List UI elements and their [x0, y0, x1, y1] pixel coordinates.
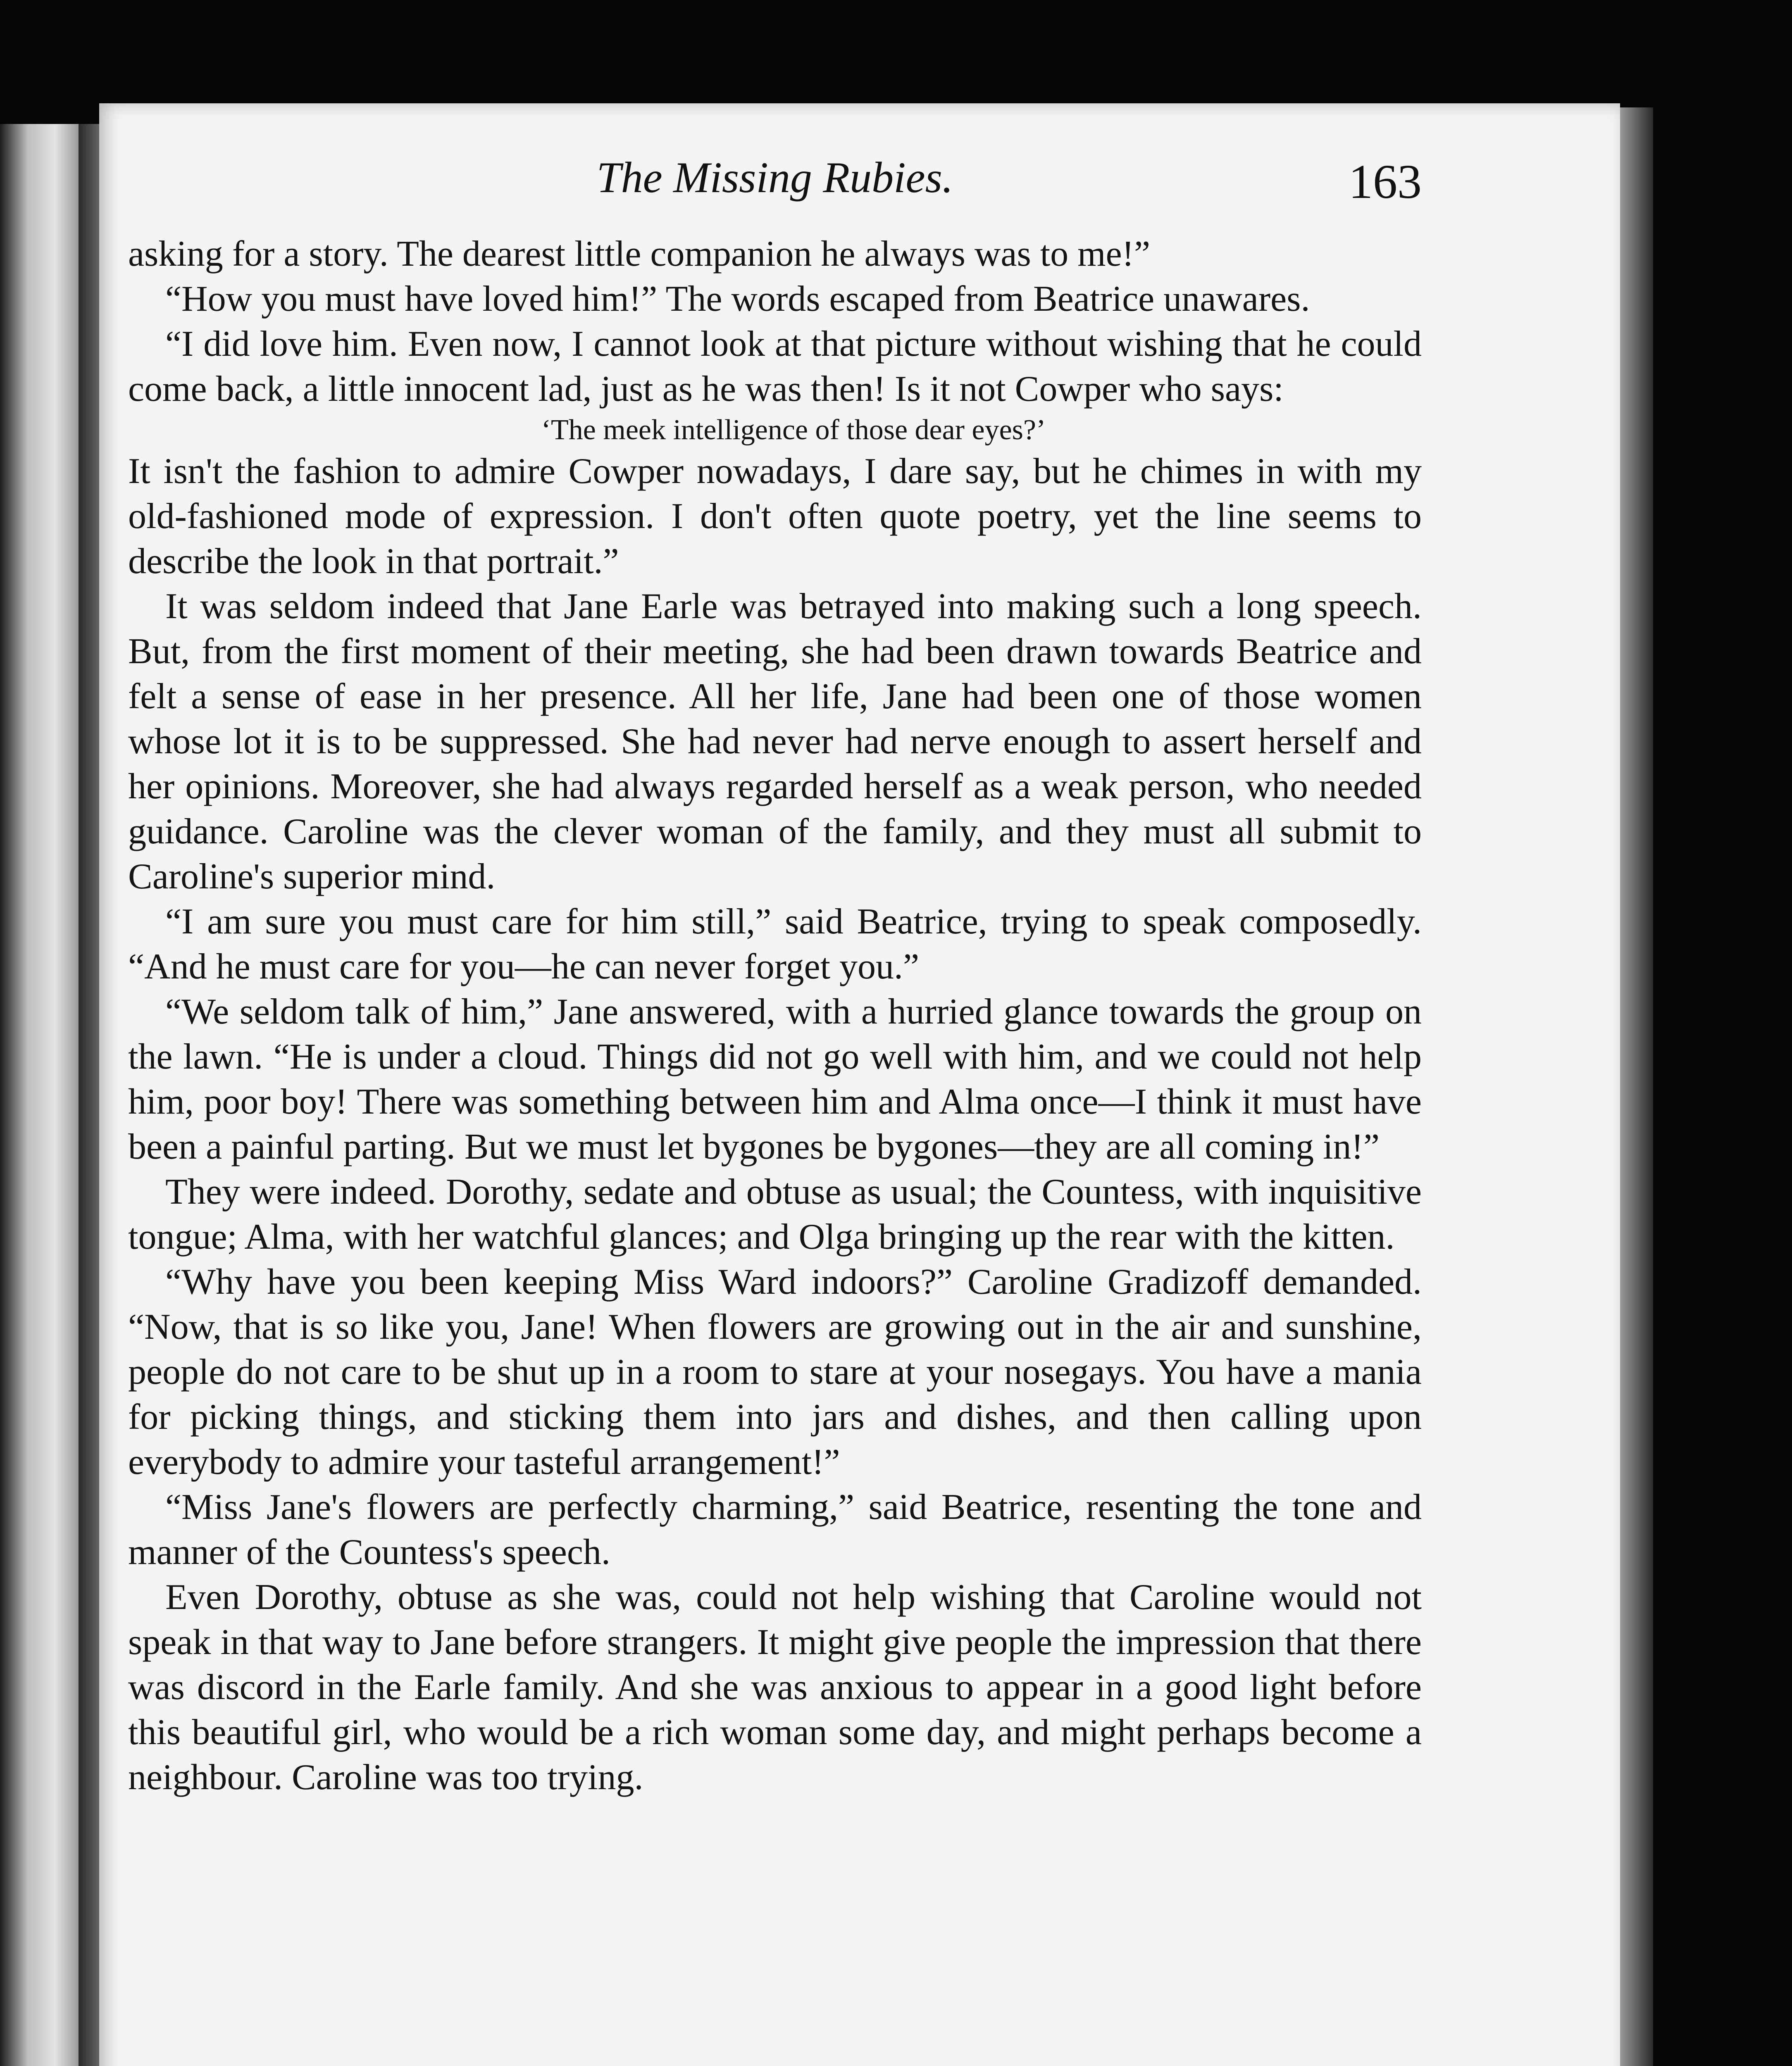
paragraph-6: “I am sure you must care for him still,” said Beatrice, trying to speak composedly. “And he must care for you—he can never forget you.”: [128, 902, 1422, 987]
paragraph-11: Even Dorothy, obtuse as she was, could not help wishing that Caroline would not speak in that way to Jane before strangers. It might give people the impression that there was discord in the Earle family. And she was anxious to appear in a good light before this beautiful girl, who would be a rich woman some day, and might perhaps become a neighbour. Caroline was too trying.: [128, 1577, 1422, 1797]
paragraph-4: It isn't the fashion to admire Cowper nowadays, I dare say, but he chimes in with my old-fashioned mode of expression. I don't often quote poetry, yet the line seems to describe the look in that portrait.”: [128, 451, 1422, 581]
paragraph-7: “We seldom talk of him,” Jane answered, with a hurried glance towards the group on the lawn. “He is under a cloud. Things did not go well with him, and we could not help him, poor boy! There was something between him and Alma once—I think it must have been a painful parting. But we must let bygones be bygones—they are all coming in!”: [128, 992, 1422, 1167]
paragraph-8: They were indeed. Dorothy, sedate and obtuse as usual; the Countess, with inquisitive tongue; Alma, with her watchful glances; and Olga bringing up the rear with the kitten.: [128, 1172, 1422, 1257]
body-text: [128, 231, 1422, 1800]
paragraph-5: It was seldom indeed that Jane Earle was betrayed into making such a long speech. But, from the first moment of their meeting, she had been drawn towards Beatrice and felt a sense of ease in her presence. All her life, Jane had been one of those women whose lot it is to be suppressed. She had never had nerve enough to assert herself and her opinions. Moreover, she had always regarded herself as a weak person, who needed guidance. Caroline was the clever woman of the family, and they must all submit to Caroline's superior mind.: [128, 586, 1422, 897]
paragraph-10: “Miss Jane's flowers are perfectly charming,” said Beatrice, resenting the tone and manner of the Countess's speech.: [128, 1487, 1422, 1572]
paragraph-9: “Why have you been keeping Miss Ward indoors?” Caroline Gradizoff demanded. “Now, that is so like you, Jane! When flowers are growing out in the air and sunshine, people do not care to be shut up in a room to stare at your nosegays. You have a mania for picking things, and sticking them into jars and dishes, and then calling upon everybody to admire your tasteful arrangement!”: [128, 1262, 1422, 1482]
verse-quote: ‘The meek intelligence of those dear eyes?’: [541, 414, 1046, 446]
running-header: [128, 136, 1422, 219]
page-number: 163: [1349, 155, 1422, 209]
paragraph-3: “I did love him. Even now, I cannot look at that picture without wishing that he could come back, a little innocent lad, just as he was then! Is it not Cowper who says:: [128, 324, 1422, 409]
page-right-edge: [1620, 107, 1653, 2066]
paragraph-2: “How you must have loved him!” The words escaped from Beatrice unawares.: [165, 279, 1310, 319]
running-title: The Missing Rubies.: [596, 153, 953, 202]
previous-page-edge: [0, 124, 79, 2066]
paragraph-1: asking for a story. The dearest little companion he always was to me!”: [128, 234, 1151, 274]
